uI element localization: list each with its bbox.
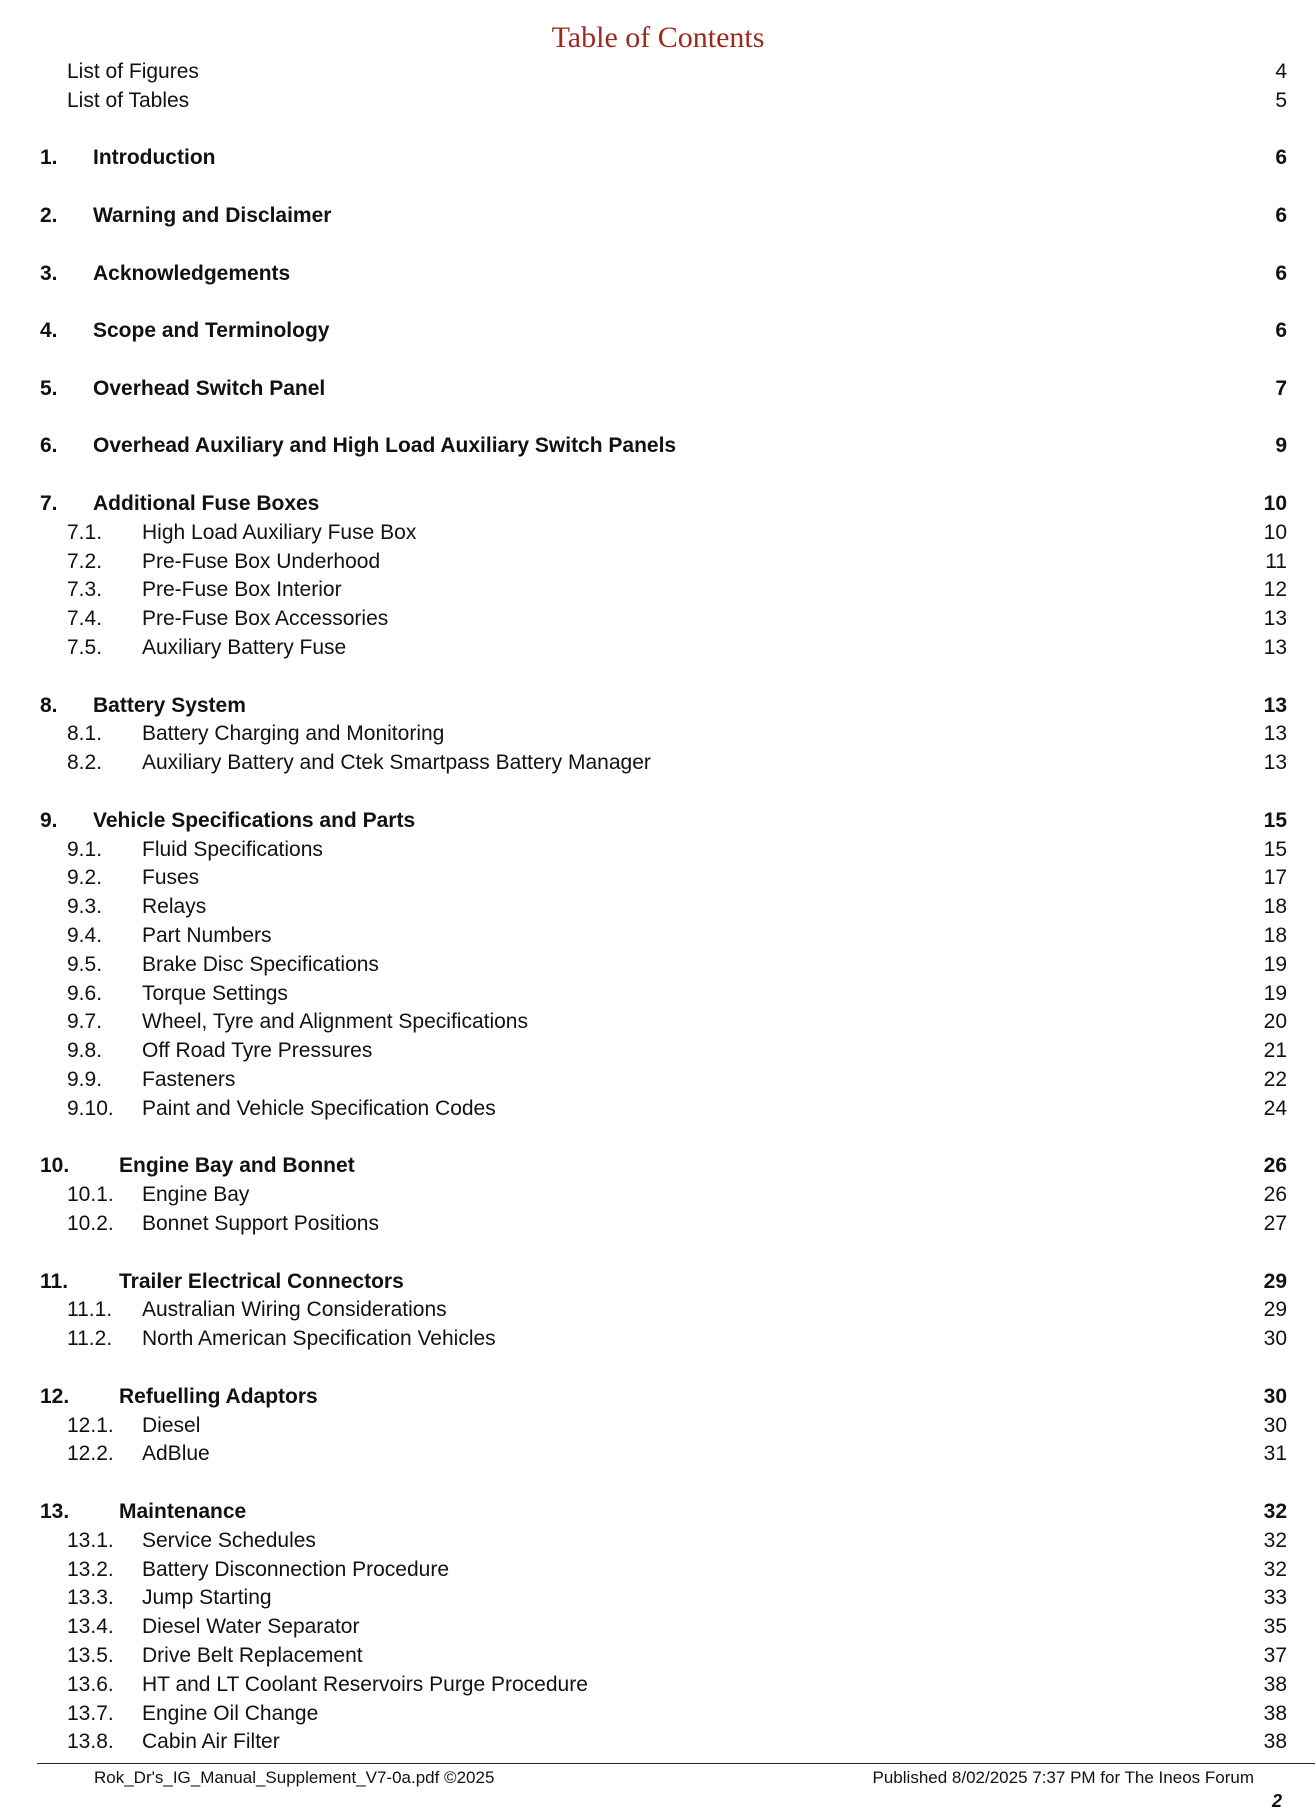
entry-page[interactable]: 26 — [1263, 1154, 1287, 1178]
toc-subsection-entry[interactable] — [0, 1094, 1316, 1123]
entry-page[interactable]: 9 — [1275, 434, 1287, 458]
entry-page[interactable]: 29 — [1263, 1269, 1287, 1293]
entry-page[interactable]: 13 — [1263, 693, 1287, 717]
entry-number: 7. — [40, 492, 58, 515]
entry-number: 13.6. — [67, 1672, 114, 1696]
entry-number: 13.2. — [67, 1557, 114, 1581]
entry-title[interactable]: List of Tables — [67, 88, 190, 112]
entry-page[interactable]: 38 — [1263, 1672, 1287, 1696]
toc-subsection-entry[interactable] — [0, 1526, 1316, 1555]
entry-page[interactable]: 32 — [1263, 1557, 1287, 1581]
entry-page[interactable]: 22 — [1263, 1068, 1287, 1091]
toc-subsection-entry[interactable] — [0, 748, 1316, 777]
entry-page[interactable]: 15 — [1263, 837, 1287, 861]
entry-number: 5. — [40, 376, 58, 400]
entry-page[interactable]: 18 — [1263, 924, 1287, 947]
entry-number: 12.2. — [67, 1442, 114, 1466]
entry-number: 7.5. — [67, 636, 103, 659]
entry-title[interactable]: Wheel, Tyre and Alignment Specifications — [142, 1010, 528, 1034]
entry-number: 12. — [40, 1384, 70, 1408]
entry-number: 13. — [40, 1500, 70, 1523]
entry-title[interactable]: Engine Bay and Bonnet — [119, 1154, 355, 1178]
entry-title[interactable]: Acknowledgements — [93, 261, 291, 285]
entry-title[interactable]: Warning and Disclaimer — [93, 204, 332, 227]
toc-section-entry[interactable] — [0, 201, 1316, 230]
entry-number: 13.3. — [67, 1586, 114, 1610]
entry-number: 7.3. — [67, 578, 103, 602]
entry-page[interactable]: 10 — [1263, 520, 1287, 544]
entry-title[interactable]: AdBlue — [142, 1442, 210, 1466]
footer-published: Published 8/02/2025 7:37 PM for The Ineos Forum — [872, 1768, 1254, 1787]
entry-page[interactable]: 20 — [1263, 1010, 1287, 1034]
entry-title[interactable]: Pre-Fuse Box Accessories — [142, 607, 389, 631]
entry-number: 10. — [40, 1154, 70, 1178]
entry-title[interactable]: Fasteners — [142, 1068, 236, 1091]
entry-number: 7.1. — [67, 520, 103, 544]
entry-title[interactable]: Auxiliary Battery Fuse — [142, 636, 347, 659]
entry-title[interactable]: Drive Belt Replacement — [142, 1644, 363, 1667]
toc-subsection-entry[interactable] — [0, 1180, 1316, 1209]
entry-number: 9.8. — [67, 1039, 103, 1063]
entry-page[interactable]: 29 — [1263, 1298, 1287, 1322]
entry-page[interactable]: 7 — [1275, 376, 1287, 400]
toc-subsection-entry[interactable] — [0, 1641, 1316, 1670]
entry-number: 4. — [40, 319, 58, 343]
entry-title[interactable]: Overhead Switch Panel — [93, 376, 326, 400]
entry-title[interactable]: Maintenance — [119, 1500, 247, 1523]
entry-title[interactable]: Refuelling Adaptors — [119, 1384, 318, 1408]
entry-page[interactable]: 38 — [1263, 1730, 1287, 1754]
entry-page[interactable]: 13 — [1263, 636, 1287, 659]
entry-page[interactable]: 4 — [1275, 60, 1287, 83]
entry-page[interactable]: 19 — [1263, 981, 1287, 1005]
toc-section-entry[interactable] — [0, 1382, 1316, 1411]
entry-title[interactable]: Scope and Terminology — [93, 319, 330, 343]
footer-divider — [37, 1763, 1315, 1764]
entry-number: 11.1. — [67, 1298, 113, 1322]
toc-subsection-entry[interactable] — [0, 835, 1316, 864]
entry-page[interactable]: 26 — [1263, 1183, 1287, 1207]
entry-page[interactable]: 13 — [1263, 722, 1287, 746]
entry-page[interactable]: 5 — [1275, 88, 1287, 112]
entry-page[interactable]: 13 — [1263, 607, 1287, 631]
toc-section-entry[interactable] — [0, 489, 1316, 518]
entry-page[interactable]: 17 — [1263, 866, 1287, 890]
entry-page[interactable]: 30 — [1263, 1413, 1287, 1437]
entry-page[interactable]: 37 — [1263, 1644, 1287, 1667]
toc-subsection-entry[interactable] — [0, 979, 1316, 1008]
toc-subsection-entry[interactable] — [0, 1555, 1316, 1584]
toc-subsection-entry[interactable] — [0, 575, 1316, 604]
entry-title[interactable]: Relays — [142, 895, 207, 919]
entry-title[interactable]: Vehicle Specifications and Parts — [93, 808, 416, 832]
entry-title[interactable]: Additional Fuse Boxes — [93, 492, 320, 515]
toc-subsection-entry[interactable] — [0, 1295, 1316, 1324]
entry-title[interactable]: Auxiliary Battery and Ctek Smartpass Battery Manager — [142, 751, 651, 775]
entry-number: 1. — [40, 146, 58, 170]
entry-page[interactable]: 32 — [1263, 1500, 1287, 1523]
entry-page[interactable]: 32 — [1263, 1528, 1287, 1552]
entry-page[interactable]: 6 — [1275, 146, 1287, 170]
entry-page[interactable]: 21 — [1263, 1039, 1287, 1063]
entry-page[interactable]: 11 — [1265, 549, 1287, 573]
entry-number: 8.1. — [67, 722, 103, 746]
toc-subsection-entry[interactable] — [0, 1007, 1316, 1036]
toc-subsection-entry[interactable] — [0, 1699, 1316, 1728]
entry-page[interactable]: 27 — [1263, 1212, 1287, 1235]
toc-section-entry[interactable] — [0, 431, 1316, 460]
entry-title[interactable]: Jump Starting — [142, 1586, 272, 1610]
toc-subsection-entry[interactable] — [0, 633, 1316, 662]
toc-section-entry[interactable] — [0, 1267, 1316, 1296]
entry-number: 13.8. — [67, 1730, 114, 1754]
toc-subsection-entry[interactable] — [0, 1439, 1316, 1468]
entry-title[interactable]: Service Schedules — [142, 1528, 316, 1552]
toc-subsection-entry[interactable] — [0, 1612, 1316, 1641]
entry-title[interactable]: Torque Settings — [142, 981, 288, 1005]
entry-number: 6. — [40, 434, 58, 458]
entry-title[interactable]: Brake Disc Specifications — [142, 952, 379, 976]
entry-title[interactable]: Battery System — [93, 693, 246, 717]
toc-subsection-entry[interactable] — [0, 863, 1316, 892]
entry-title[interactable]: Engine Bay — [142, 1183, 250, 1207]
entry-number: 2. — [40, 204, 58, 227]
entry-title[interactable]: Paint and Vehicle Specification Codes — [142, 1096, 496, 1120]
toc-subsection-entry[interactable] — [0, 1324, 1316, 1353]
toc-subsection-entry[interactable] — [0, 892, 1316, 921]
toc-subsection-entry[interactable] — [0, 1036, 1316, 1065]
entry-page[interactable]: 18 — [1263, 895, 1287, 919]
entry-number: 7.4. — [67, 607, 103, 631]
toc-section-entry[interactable] — [0, 259, 1316, 288]
toc-subsection-entry[interactable] — [0, 1209, 1316, 1238]
toc-subsection-entry[interactable] — [0, 1583, 1316, 1612]
toc-subsection-entry[interactable] — [0, 518, 1316, 547]
entry-page[interactable]: 24 — [1263, 1096, 1287, 1120]
entry-title[interactable]: Bonnet Support Positions — [142, 1212, 379, 1235]
entry-title[interactable]: Engine Oil Change — [142, 1701, 319, 1725]
entry-number: 9.6. — [67, 981, 103, 1005]
toc-subsection-entry[interactable] — [0, 1065, 1316, 1094]
entry-number: 9.5. — [67, 952, 103, 976]
toc-subsection-entry[interactable] — [0, 1411, 1316, 1440]
entry-page[interactable]: 31 — [1263, 1442, 1287, 1466]
entry-number: 9.7. — [67, 1010, 103, 1034]
entry-title[interactable]: Pre-Fuse Box Interior — [142, 578, 342, 602]
entry-page[interactable]: 10 — [1263, 492, 1287, 515]
toc-title: Table of Contents — [551, 21, 765, 54]
toc-subsection-entry[interactable] — [0, 604, 1316, 633]
toc-section-entry[interactable] — [0, 1497, 1316, 1526]
entry-number: 13.1. — [67, 1528, 114, 1552]
entry-number: 8. — [40, 693, 58, 717]
toc-section-entry[interactable] — [0, 374, 1316, 403]
entry-title[interactable]: Diesel Water Separator — [142, 1615, 360, 1639]
entry-title[interactable]: Introduction — [93, 146, 216, 170]
entry-page[interactable]: 30 — [1263, 1384, 1287, 1408]
entry-number: 10.1. — [67, 1183, 114, 1207]
entry-number: 11. — [40, 1269, 69, 1293]
entry-page[interactable]: 19 — [1263, 952, 1287, 976]
toc-subsection-entry[interactable] — [0, 921, 1316, 950]
entry-title[interactable]: Overhead Auxiliary and High Load Auxiliary Switch Panels — [93, 434, 677, 458]
entry-number: 3. — [40, 261, 58, 285]
entry-number: 9.3. — [67, 895, 103, 919]
entry-title[interactable]: Cabin Air Filter — [142, 1730, 280, 1754]
entry-number: 9.2. — [67, 866, 103, 890]
entry-title[interactable]: Fuses — [142, 866, 200, 890]
entry-title[interactable]: Trailer Electrical Connectors — [119, 1269, 404, 1293]
entry-page[interactable]: 15 — [1263, 808, 1287, 832]
entry-title[interactable]: Off Road Tyre Pressures — [142, 1039, 373, 1063]
entry-title[interactable]: High Load Auxiliary Fuse Box — [142, 520, 417, 544]
entry-page[interactable]: 12 — [1263, 578, 1287, 602]
entry-title[interactable]: Australian Wiring Considerations — [142, 1298, 447, 1322]
toc-section-entry[interactable] — [0, 316, 1316, 345]
toc-subsection-entry[interactable] — [0, 1670, 1316, 1699]
entry-number: 9.4. — [67, 924, 103, 947]
entry-number: 10.2. — [67, 1212, 114, 1235]
entry-page[interactable]: 13 — [1263, 751, 1287, 775]
entry-page[interactable]: 35 — [1263, 1615, 1287, 1639]
entry-title[interactable]: Diesel — [142, 1413, 201, 1437]
entry-number: 9. — [40, 808, 58, 832]
entry-page[interactable]: 38 — [1263, 1701, 1287, 1725]
page-number: 2 — [1271, 1791, 1282, 1811]
entry-number: 13.4. — [67, 1615, 114, 1639]
toc-subsection-entry[interactable] — [0, 1727, 1316, 1756]
toc-section-entry[interactable] — [0, 691, 1316, 720]
entry-title[interactable]: Battery Disconnection Procedure — [142, 1557, 449, 1581]
entry-number: 11.2. — [67, 1327, 113, 1351]
entry-title[interactable]: Fluid Specifications — [142, 837, 323, 861]
entry-page[interactable]: 33 — [1263, 1586, 1287, 1610]
entry-title[interactable]: HT and LT Coolant Reservoirs Purge Procedure — [142, 1672, 588, 1696]
toc-subsection-entry[interactable] — [0, 547, 1316, 576]
footer-filename: Rok_Dr's_IG_Manual_Supplement_V7-0a.pdf ©2025 — [94, 1768, 495, 1787]
entry-number: 9.1. — [67, 837, 103, 861]
entry-number: 9.9. — [67, 1068, 103, 1091]
toc-section-entry[interactable] — [0, 1151, 1316, 1180]
entry-title[interactable]: Part Numbers — [142, 924, 272, 947]
entry-number: 13.7. — [67, 1701, 114, 1725]
entry-page[interactable]: 6 — [1275, 204, 1287, 227]
entry-number: 13.5. — [67, 1644, 114, 1667]
toc-front-matter-entry[interactable] — [0, 57, 1316, 86]
entry-page[interactable]: 6 — [1275, 319, 1287, 343]
entry-title[interactable]: List of Figures — [67, 60, 199, 83]
entry-number: 9.10. — [67, 1096, 114, 1120]
toc-subsection-entry[interactable] — [0, 950, 1316, 979]
toc-section-entry[interactable] — [0, 806, 1316, 835]
entry-title[interactable]: Battery Charging and Monitoring — [142, 722, 445, 746]
entry-title[interactable]: North American Specification Vehicles — [142, 1327, 496, 1351]
entry-number: 8.2. — [67, 751, 103, 775]
entry-page[interactable]: 6 — [1275, 261, 1287, 285]
entry-title[interactable]: Pre-Fuse Box Underhood — [142, 549, 381, 573]
toc-front-matter-entry[interactable] — [0, 86, 1316, 115]
entry-number: 12.1. — [67, 1413, 114, 1437]
toc-subsection-entry[interactable] — [0, 719, 1316, 748]
toc-section-entry[interactable] — [0, 143, 1316, 172]
entry-number: 7.2. — [67, 549, 103, 573]
entry-page[interactable]: 30 — [1263, 1327, 1287, 1351]
